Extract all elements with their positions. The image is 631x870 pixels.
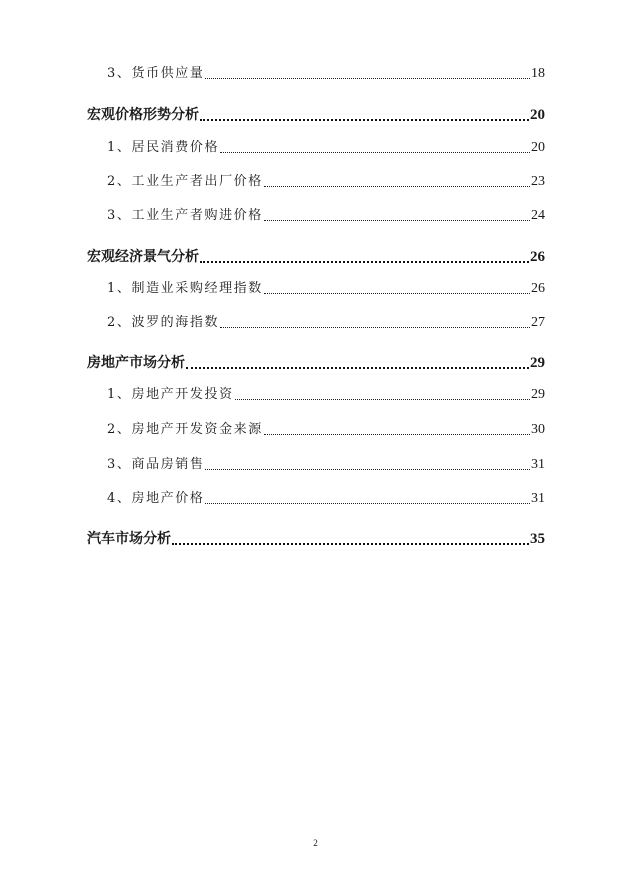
toc-entry-page: 30 [531,422,545,437]
toc-entry-money-supply[interactable] [107,62,545,82]
toc-section-page: 29 [530,355,545,371]
toc-dot-leader [200,119,529,121]
toc-dot-leader [264,434,530,435]
toc-entry-page: 31 [531,457,545,472]
toc-entry-page: 18 [531,66,545,81]
toc-entry-page: 29 [531,387,545,402]
toc-dot-leader [235,399,530,400]
toc-entry-page: 31 [531,491,545,506]
toc-dot-leader [205,78,530,79]
toc-section-page: 20 [530,107,545,123]
toc-dot-leader [186,367,529,369]
toc-entry-label: 2、波罗的海指数 [107,315,220,330]
toc-entry-ppi[interactable] [107,170,545,190]
toc-entry-page: 20 [531,140,545,155]
toc-dot-leader [172,543,529,545]
toc-dot-leader [205,469,530,470]
toc-section-business-climate[interactable] [87,246,545,266]
toc-entry-page: 26 [531,281,545,296]
toc-entry-pmi[interactable] [107,277,545,297]
toc-section-real-estate[interactable] [87,352,545,372]
toc-entry-label: 1、居民消费价格 [107,140,220,155]
toc-dot-leader [205,503,530,504]
toc-dot-leader [264,293,530,294]
toc-entry-real-estate-price[interactable] [107,487,545,507]
toc-entry-page: 23 [531,174,545,189]
toc-section-label: 宏观经济景气分析 [87,249,199,265]
toc-section-page: 35 [530,531,545,547]
toc-entry-label: 1、制造业采购经理指数 [107,281,263,296]
toc-entry-label: 4、房地产价格 [107,491,205,506]
toc-dot-leader [220,327,530,328]
toc-dot-leader [200,261,529,263]
toc-entry-label: 3、工业生产者购进价格 [107,208,263,223]
toc-section-page: 26 [530,249,545,265]
toc-entry-baltic-index[interactable] [107,311,545,331]
toc-entry-page: 27 [531,315,545,330]
toc-section-auto-market[interactable] [87,528,545,548]
toc-section-label: 汽车市场分析 [87,531,171,547]
toc-entry-label: 2、房地产开发资金来源 [107,422,263,437]
toc-dot-leader [264,220,530,221]
toc-entry-purchase-price[interactable] [107,204,545,224]
toc-section-label: 房地产市场分析 [87,355,185,371]
toc-entry-label: 3、货币供应量 [107,66,205,81]
page-number: 2 [313,838,318,848]
toc-entry-label: 3、商品房销售 [107,457,205,472]
toc-entry-label: 1、房地产开发投资 [107,387,234,402]
toc-entry-housing-sales[interactable] [107,453,545,473]
toc-entry-page: 24 [531,208,545,223]
toc-entry-label: 2、工业生产者出厂价格 [107,174,263,189]
toc-dot-leader [220,152,530,153]
toc-dot-leader [264,186,530,187]
toc-section-label: 宏观价格形势分析 [87,107,199,123]
toc-entry-cpi[interactable] [107,136,545,156]
toc-entry-funding-sources[interactable] [107,418,545,438]
toc-entry-real-estate-investment[interactable] [107,383,545,403]
toc-section-price-analysis[interactable] [87,104,545,124]
